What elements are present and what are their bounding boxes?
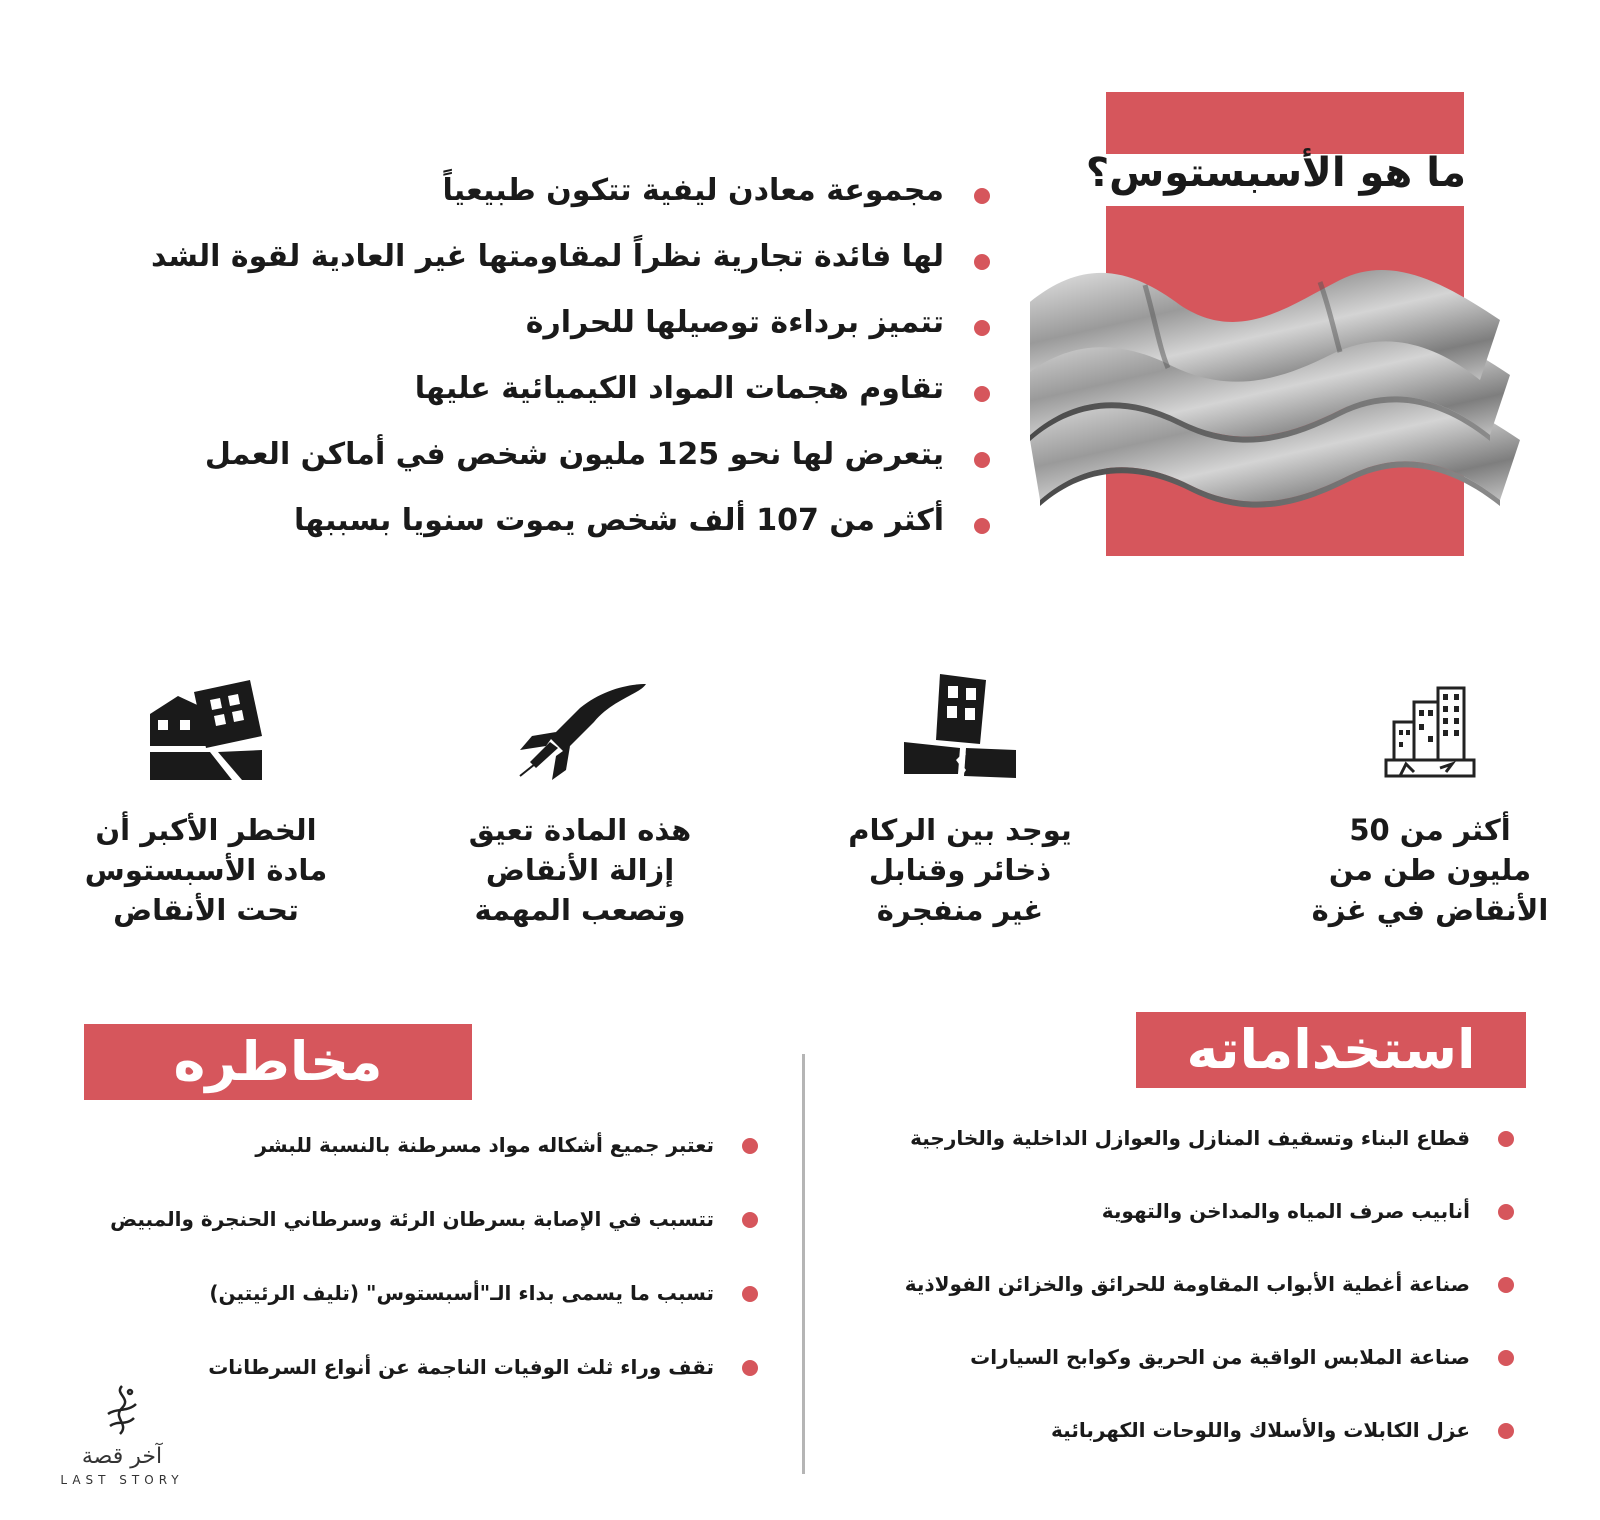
collapsing-building-icon bbox=[790, 650, 1130, 780]
facts-list bbox=[90, 165, 990, 561]
stat-danger bbox=[36, 650, 376, 930]
bullet-dot bbox=[974, 452, 990, 468]
calligraphy-mark-icon bbox=[92, 1380, 152, 1440]
fact-text: لها فائدة تجارية نظراً لمقاومتها غير العادية لقوة الشد bbox=[151, 239, 944, 274]
bullet-dot bbox=[742, 1286, 758, 1302]
bullet-dot bbox=[974, 254, 990, 270]
fact-item bbox=[90, 363, 990, 429]
bullet-dot bbox=[742, 1212, 758, 1228]
bullet-dot bbox=[742, 1360, 758, 1376]
uses-list bbox=[814, 1126, 1514, 1491]
asbestos-sheets-image bbox=[1030, 250, 1530, 530]
brand-logo bbox=[52, 1380, 192, 1487]
fact-item bbox=[90, 231, 990, 297]
list-item bbox=[18, 1281, 758, 1355]
list-item bbox=[814, 1199, 1514, 1272]
fact-text: مجموعة معادن ليفية تتكون طبيعياً bbox=[442, 173, 944, 208]
tilted-houses-icon bbox=[36, 650, 376, 780]
bullet-dot bbox=[974, 188, 990, 204]
page-title: ما هو الأسبستوس؟ bbox=[1085, 150, 1466, 196]
fact-text: تقاوم هجمات المواد الكيميائية عليها bbox=[414, 371, 944, 406]
risk-text: تسبب ما يسمى بداء الـ"أسبستوس" (تليف الرئيتين) bbox=[209, 1281, 714, 1305]
uses-heading: استخداماته bbox=[1136, 1012, 1526, 1088]
list-item bbox=[814, 1126, 1514, 1199]
list-item bbox=[18, 1207, 758, 1281]
stat-text: يوجد بين الركام ذخائر وقنابل غير منفجرة bbox=[848, 813, 1072, 927]
risk-text: تعتبر جميع أشكاله مواد مسرطنة بالنسبة للبشر bbox=[255, 1133, 714, 1157]
bullet-dot bbox=[1498, 1204, 1514, 1220]
fact-text: يتعرض لها نحو 125 مليون شخص في أماكن العمل bbox=[204, 437, 944, 472]
stat-text: أكثر من 50 مليون طن من الأنقاض في غزة bbox=[1311, 813, 1549, 927]
fact-item bbox=[90, 495, 990, 561]
destroyed-city-icon bbox=[1260, 650, 1600, 780]
column-divider bbox=[802, 1054, 805, 1474]
stat-ordnance bbox=[790, 650, 1130, 930]
risk-text: تقف وراء ثلث الوفيات الناجمة عن أنواع السرطانات bbox=[208, 1355, 714, 1379]
logo-arabic: آخر قصة bbox=[81, 1444, 163, 1469]
logo-english: LAST STORY bbox=[60, 1473, 184, 1487]
fact-item bbox=[90, 297, 990, 363]
title-accent-bar bbox=[1106, 92, 1464, 154]
use-text: صناعة الملابس الواقية من الحريق وكوابح السيارات bbox=[970, 1345, 1470, 1369]
missile-icon bbox=[410, 650, 750, 780]
risks-heading: مخاطره bbox=[84, 1024, 472, 1100]
bullet-dot bbox=[1498, 1131, 1514, 1147]
fact-text: أكثر من 107 ألف شخص يموت سنويا بسببها bbox=[293, 503, 944, 538]
bullet-dot bbox=[974, 320, 990, 336]
use-text: أنابيب صرف المياه والمداخن والتهوية bbox=[1101, 1199, 1470, 1223]
bullet-dot bbox=[1498, 1277, 1514, 1293]
bullet-dot bbox=[974, 386, 990, 402]
use-text: صناعة أغطية الأبواب المقاومة للحرائق والخزائن الفولاذية bbox=[904, 1272, 1470, 1296]
stat-text: الخطر الأكبر أن مادة الأسبستوس تحت الأنقاض bbox=[84, 813, 328, 927]
stat-removal bbox=[410, 650, 750, 930]
risk-text: تتسبب في الإصابة بسرطان الرئة وسرطاني الحنجرة والمبيض bbox=[110, 1207, 714, 1231]
list-item bbox=[814, 1418, 1514, 1491]
use-text: قطاع البناء وتسقيف المنازل والعوازل الداخلية والخارجية bbox=[910, 1126, 1470, 1150]
bullet-dot bbox=[1498, 1350, 1514, 1366]
list-item bbox=[814, 1345, 1514, 1418]
bullet-dot bbox=[742, 1138, 758, 1154]
fact-item bbox=[90, 429, 990, 495]
bullet-dot bbox=[1498, 1423, 1514, 1439]
use-text: عزل الكابلات والأسلاك واللوحات الكهربائية bbox=[1051, 1418, 1470, 1442]
fact-text: تتميز برداءة توصيلها للحرارة bbox=[525, 305, 944, 340]
stat-text: هذه المادة تعيق إزالة الأنقاض وتصعب المهمة bbox=[468, 813, 692, 927]
list-item bbox=[18, 1133, 758, 1207]
list-item bbox=[814, 1272, 1514, 1345]
stat-rubble bbox=[1260, 650, 1600, 930]
fact-item bbox=[90, 165, 990, 231]
bullet-dot bbox=[974, 518, 990, 534]
